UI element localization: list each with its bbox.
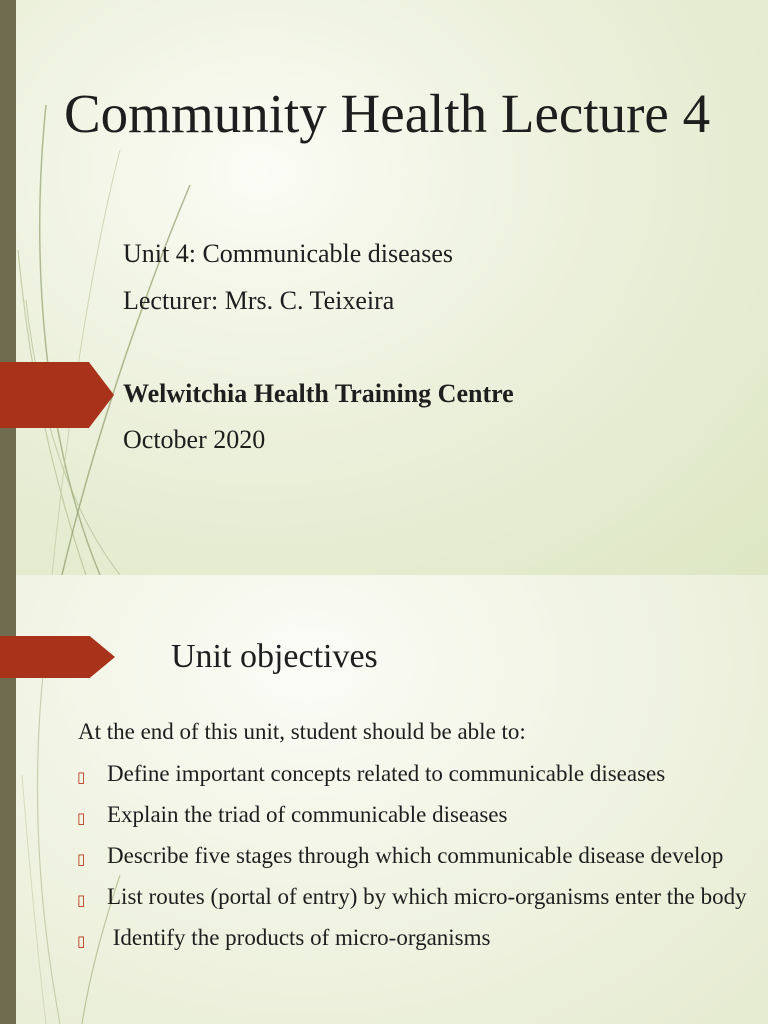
objectives-intro: At the end of this unit, student should be able to: [78, 719, 526, 744]
list-item: ▯ Define important concepts related to communicable diseases [76, 759, 756, 789]
organization-name: Welwitchia Health Training Centre [123, 379, 514, 408]
slide-title: Community Health Lecture 4 [64, 83, 711, 144]
objectives-slide [0, 575, 768, 1024]
list-item: ▯ Explain the triad of communicable diseases [76, 800, 756, 830]
list-item: ▯ Describe five stages through which communicable disease develop [76, 841, 756, 871]
list-item: ▯ List routes (portal of entry) by which micro-organisms enter the body [76, 882, 756, 912]
unit-subtitle: Unit 4: Communicable diseases [123, 239, 454, 268]
slide-title: Unit objectives [171, 638, 378, 675]
presentation-date: October 2020 [123, 425, 266, 454]
bullet-square-icon: ▯ [77, 891, 86, 909]
bullet-square-icon: ▯ [77, 850, 86, 868]
bullet-square-icon: ▯ [77, 932, 86, 950]
list-item: ▯ Identify the products of micro-organisms [76, 923, 756, 953]
bullet-square-icon: ▯ [77, 768, 86, 786]
lecturer-name: Lecturer: Mrs. C. Teixeira [123, 286, 395, 315]
objectives-list [76, 759, 756, 964]
bullet-square-icon: ▯ [77, 809, 86, 827]
